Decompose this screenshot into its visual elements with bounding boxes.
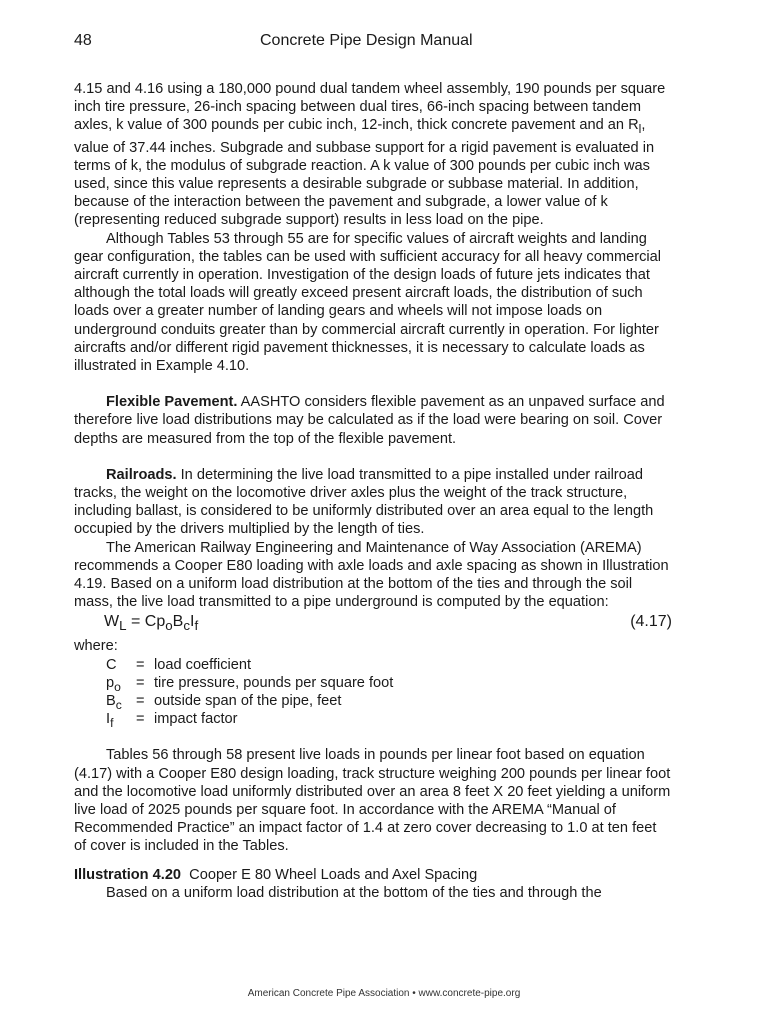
railroads-heading: Railroads.	[106, 466, 177, 483]
page	[74, 28, 672, 902]
paragraph-flexible-pavement: Flexible Pavement. AASHTO considers flexible pavement as an unpaved surface and therefore live load distributions may be calculated as if the load were bearing on soil. Cover depths are measured from the top of the flexible pavement.	[74, 394, 665, 447]
page-number: 48	[74, 32, 92, 49]
paragraph-aircraft-tables: Although Tables 53 through 55 are for specific values of aircraft weights and landing gear configuration, the tables can be used with sufficient accuracy for all heavy commercial aircraft currently in operation. Investigation of the design loads of future jets indicates that although the total loads will greatly exceed present aircraft loads, the distribution of such loads over a greater number of landing gears and wheels will not impose loads on underground conduits greater than by commercial aircraft currently in operation. For lighter aircrafts and/or different rigid pavement thicknesses, it is necessary to calculate loads as illustrated in Example 4.10.	[74, 230, 662, 374]
page-footer: American Concrete Pipe Association • www.concrete-pipe.org	[247, 988, 521, 999]
paragraph-continued: Based on a uniform load distribution at the bottom of the ties and through the	[106, 884, 602, 901]
running-title: Concrete Pipe Design Manual	[260, 32, 473, 49]
variable-definitions	[106, 656, 672, 729]
page-header	[74, 28, 672, 54]
definition-row: $I_f$ = impact factor	[106, 711, 238, 731]
flexible-pavement-heading: Flexible Pavement.	[106, 394, 238, 411]
definition-row: $p_o$ = tire pressure, pounds per square foot	[106, 674, 394, 694]
illustration-caption: Illustration 4.20 Cooper E 80 Wheel Loads and Axel Spacing	[74, 866, 478, 883]
equation-number: (4.17)	[630, 613, 672, 631]
paragraph-arema: The American Railway Engineering and Maintenance of Way Association (AREMA) recommends a Cooper E80 loading with axle loads and axle spacing as shown in Illustration 4.19. Based on a uniform load distribution at the bottom of the ties and through the soil mass, the live load transmitted to a pipe underground is computed by the equation:	[74, 539, 669, 611]
illustration-label: Illustration 4.20	[74, 866, 182, 883]
paragraph-rigid-pavement: 4.15 and 4.16 using a 180,000 pound dual tandem wheel assembly, 190 pounds per square inch tire pressure, 26-inch spacing between dual tires, 66-inch spacing between tandem axles, k value of 300 pounds per cubic inch, 12-inch, thick concrete pavement and an $R_l$, value of 37.44 inches. Subgrade and subbase support for a rigid pavement is evaluated in terms of k, the modulus of subgrade reaction. A k value of 300 pounds per cubic inch was used, since this value represents a desirable subgrade or subbase material. In addition, because of the interaction between the pavement and subgrade, a lower value of k (representing reduced subgrade support) results in less load on the pipe.	[74, 81, 666, 229]
paragraph-tables-56-58: Tables 56 through 58 present live loads in pounds per linear foot based on equation (4.17) with a Cooper E80 design loading, track structure weighing 200 pounds per linear foot and the locomotive load uniformly distributed over an area 8 feet X 20 feet yielding a uniform live load of 2025 pounds per square foot. In accordance with the AREMA “Manual of Recommended Practice” an impact factor of 1.4 at zero cover decreasing to 1.0 at ten feet of cover is included in the Tables.	[74, 747, 671, 855]
where-label: where:	[74, 638, 118, 655]
equation-4-17	[74, 613, 672, 635]
definition-row: $B_c$ = outside span of the pipe, feet	[106, 692, 342, 712]
equation-formula: $W_L = Cp_oB_cI_f$	[104, 613, 199, 634]
body-text	[74, 80, 672, 902]
definition-row: C = load coefficient	[106, 656, 252, 673]
paragraph-railroads: Railroads. In determining the live load transmitted to a pipe installed under railroad tracks, the weight on the locomotive driver axles plus the weight of the track structure, including ballast, is considered to be uniformly distributed over an area equal to the length occupied by the drivers multiplied by the length of ties.	[74, 466, 654, 538]
